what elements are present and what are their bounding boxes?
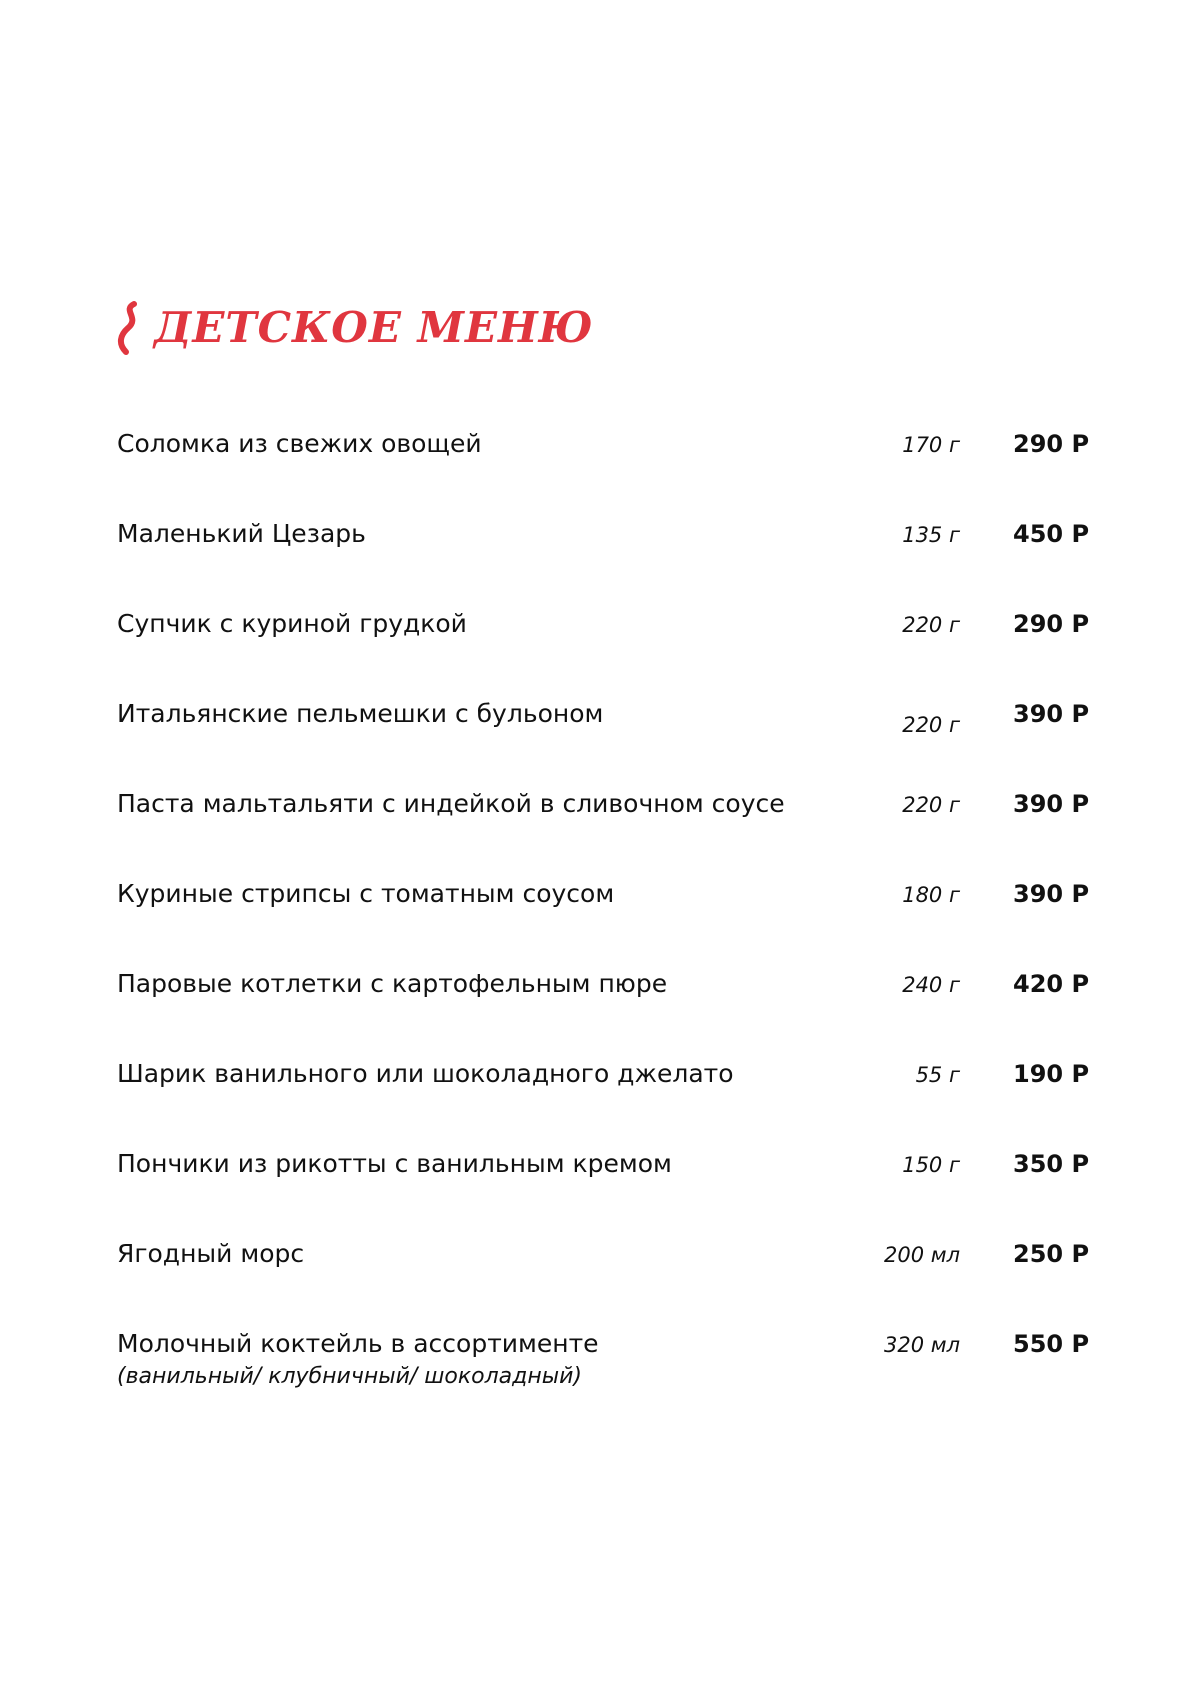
item-weight: 150 г <box>902 1153 960 1177</box>
menu-item <box>0 1059 1200 1119</box>
item-weight: 220 г <box>902 613 960 637</box>
item-price: 550 Р <box>1013 1330 1090 1358</box>
item-name: Молочный коктейль в ассортименте <box>117 1329 599 1358</box>
item-name: Пончики из рикотты с ванильным кремом <box>117 1149 672 1178</box>
item-weight: 55 г <box>915 1063 960 1087</box>
menu-item <box>0 1329 1200 1399</box>
item-name: Супчик с куриной грудкой <box>117 609 467 638</box>
item-weight: 170 г <box>902 433 960 457</box>
item-price: 390 Р <box>1013 700 1090 728</box>
item-weight: 240 г <box>902 973 960 997</box>
item-name: Паровые котлетки с картофельным пюре <box>117 969 668 998</box>
item-weight: 220 г <box>902 793 960 817</box>
item-name: Соломка из свежих овощей <box>117 429 482 458</box>
item-price: 390 Р <box>1013 790 1090 818</box>
item-price: 290 Р <box>1013 430 1090 458</box>
item-weight: 135 г <box>902 523 960 547</box>
item-name: Шарик ванильного или шоколадного джелато <box>117 1059 734 1088</box>
item-weight: 320 мл <box>883 1333 960 1357</box>
item-weight: 220 г <box>902 713 960 737</box>
menu-item <box>0 1149 1200 1209</box>
menu-item <box>0 1239 1200 1299</box>
item-price: 420 Р <box>1013 970 1090 998</box>
item-name: Ягодный морс <box>117 1239 305 1268</box>
item-price: 250 Р <box>1013 1240 1090 1268</box>
item-price: 350 Р <box>1013 1150 1090 1178</box>
item-name: Паста мальтальяти с индейкой в сливочном соусе <box>117 789 785 818</box>
item-price: 390 Р <box>1013 880 1090 908</box>
item-note: (ванильный/ клубничный/ шоколадный) <box>117 1364 582 1389</box>
item-weight: 180 г <box>902 883 960 907</box>
item-price: 290 Р <box>1013 610 1090 638</box>
item-name: Маленький Цезарь <box>117 519 366 548</box>
item-name: Куриные стрипсы с томатным соусом <box>117 879 615 908</box>
menu-item <box>0 969 1200 1029</box>
menu-item <box>0 699 1200 759</box>
menu-item <box>0 609 1200 669</box>
menu-item <box>0 789 1200 849</box>
item-weight: 200 мл <box>883 1243 960 1267</box>
menu-item <box>0 519 1200 579</box>
item-price: 450 Р <box>1013 520 1090 548</box>
item-name: Итальянские пельмешки с бульоном <box>117 699 604 728</box>
menu-item <box>0 429 1200 489</box>
menu-title: ДЕТСКОЕ МЕНЮ <box>154 303 594 352</box>
item-price: 190 Р <box>1013 1060 1090 1088</box>
menu-item <box>0 879 1200 939</box>
